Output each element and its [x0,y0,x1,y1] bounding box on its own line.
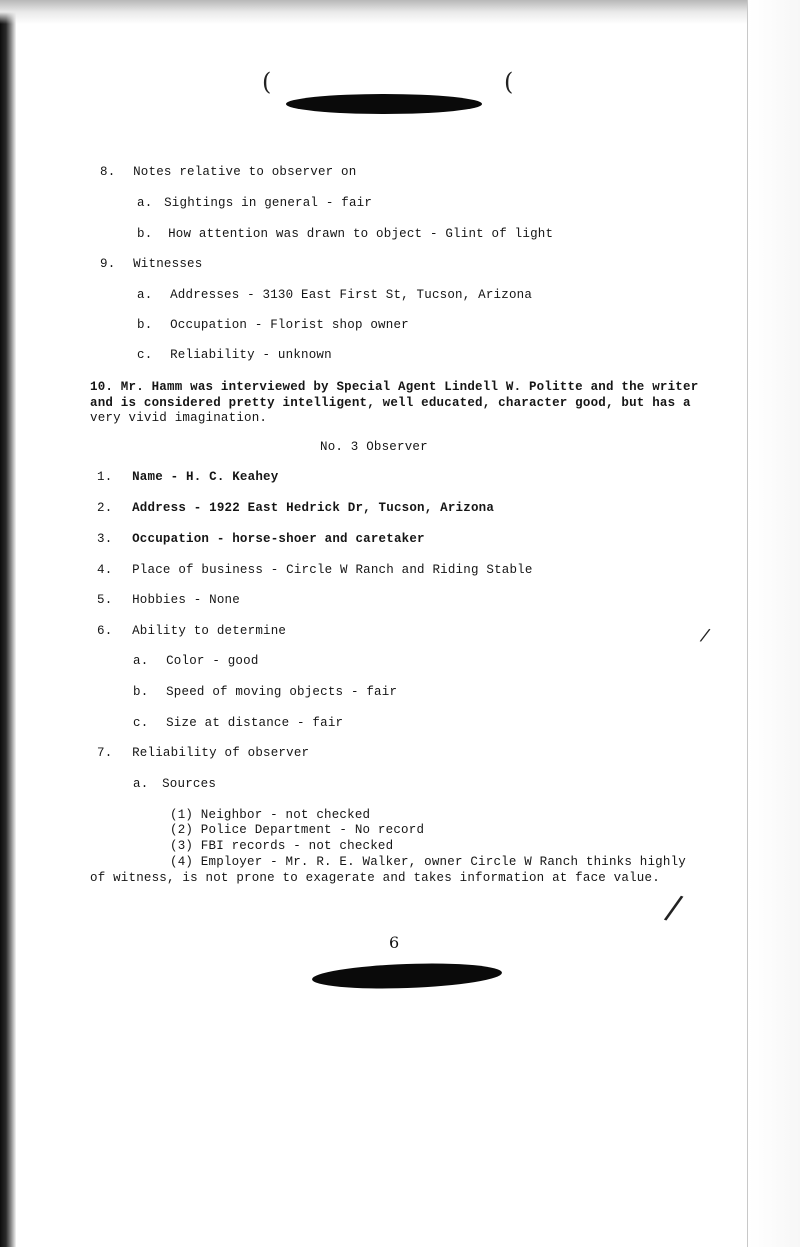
bottom-redaction-bar [312,961,503,992]
item-8-text: Notes relative to observer on [133,165,357,179]
observer-item-6a-text: Color - good [166,654,259,668]
source-2: (2) Police Department - No record [170,823,425,837]
observer-item-1 [97,470,278,484]
paragraph-10-line-1: 10. Mr. Hamm was interviewed by Special Agent Lindell W. Politte and the writer [90,380,699,394]
item-8a-letter: a. [137,196,153,210]
observer-item-5 [97,593,240,607]
observer-item-6a [133,654,259,668]
observer-item-6a-letter: a. [133,654,149,668]
observer-item-5-number: 5. [97,593,113,607]
item-8a [137,196,372,210]
observer-item-7a [133,777,216,791]
observer-item-6b-letter: b. [133,685,149,699]
item-9b [137,318,409,332]
observer-item-3-number: 3. [97,532,113,546]
item-9-text: Witnesses [133,257,203,271]
item-8 [100,165,356,179]
header-paren-right: ( [504,68,514,96]
observer-item-7a-text: Sources [162,777,217,791]
item-8a-text: Sightings in general - fair [164,196,373,210]
scan-left-edge [0,0,16,1247]
observer-item-4-text: Place of business - Circle W Ranch and Riding Stable [132,563,533,577]
stray-mark: / [698,624,712,647]
item-9a [137,288,532,302]
observer-item-6c [133,716,343,730]
observer-item-7 [97,746,309,760]
source-1: (1) Neighbor - not checked [170,808,371,822]
item-9b-text: Occupation - Florist shop owner [170,318,409,332]
observer-item-1-text: Name - H. C. Keahey [132,470,279,484]
observer-item-6-text: Ability to determine [132,624,287,638]
item-9a-letter: a. [137,288,153,302]
item-9 [100,257,202,271]
observer-item-6b-text: Speed of moving objects - fair [166,685,398,699]
item-9b-letter: b. [137,318,153,332]
item-8b-letter: b. [137,227,153,241]
observer-item-6c-text: Size at distance - fair [166,716,344,730]
item-9a-text: Addresses - 3130 East First St, Tucson, Arizona [170,288,533,302]
source-4: (4) Employer - Mr. R. E. Walker, owner Circle W Ranch thinks highly [170,855,686,869]
item-9c-letter: c. [137,348,153,362]
page-number: 6 [389,933,400,952]
header-paren-left: ( [262,68,272,96]
top-redaction-bar [286,94,482,114]
paragraph-10-line-2: and is considered pretty intelligent, well educated, character good, but has a [90,396,691,410]
observer-item-5-text: Hobbies - None [132,593,240,607]
source-3: (3) FBI records - not checked [170,839,394,853]
item-8b [137,227,553,241]
item-8-number: 8. [100,165,116,179]
item-9-number: 9. [100,257,116,271]
observer-item-2 [97,501,494,515]
observer-item-1-number: 1. [97,470,113,484]
item-9c-text: Reliability - unknown [170,348,332,362]
scan-right-edge [747,0,800,1247]
observer-item-7-number: 7. [97,746,113,760]
observer-item-7a-letter: a. [133,777,149,791]
observer-item-4-number: 4. [97,563,113,577]
observer-item-6b [133,685,397,699]
observer-item-2-text: Address - 1922 East Hedrick Dr, Tucson, Arizona [132,501,495,515]
observer-item-4 [97,563,533,577]
source-4-continuation: of witness, is not prone to exagerate and takes information at face value. [90,871,660,885]
paragraph-10-line-3: very vivid imagination. [90,411,268,425]
observer-item-7-text: Reliability of observer [132,746,310,760]
observer-item-6-number: 6. [97,624,113,638]
observer-heading: No. 3 Observer [320,440,428,454]
observer-item-6 [97,624,286,638]
observer-item-6c-letter: c. [133,716,149,730]
item-9c [137,348,332,362]
observer-item-2-number: 2. [97,501,113,515]
pen-stroke-mark: / [662,887,686,929]
observer-item-3-text: Occupation - horse-shoer and caretaker [132,532,425,546]
observer-item-3 [97,532,425,546]
scan-top-edge [0,0,800,24]
item-8b-text: How attention was drawn to object - Glint of light [168,227,554,241]
